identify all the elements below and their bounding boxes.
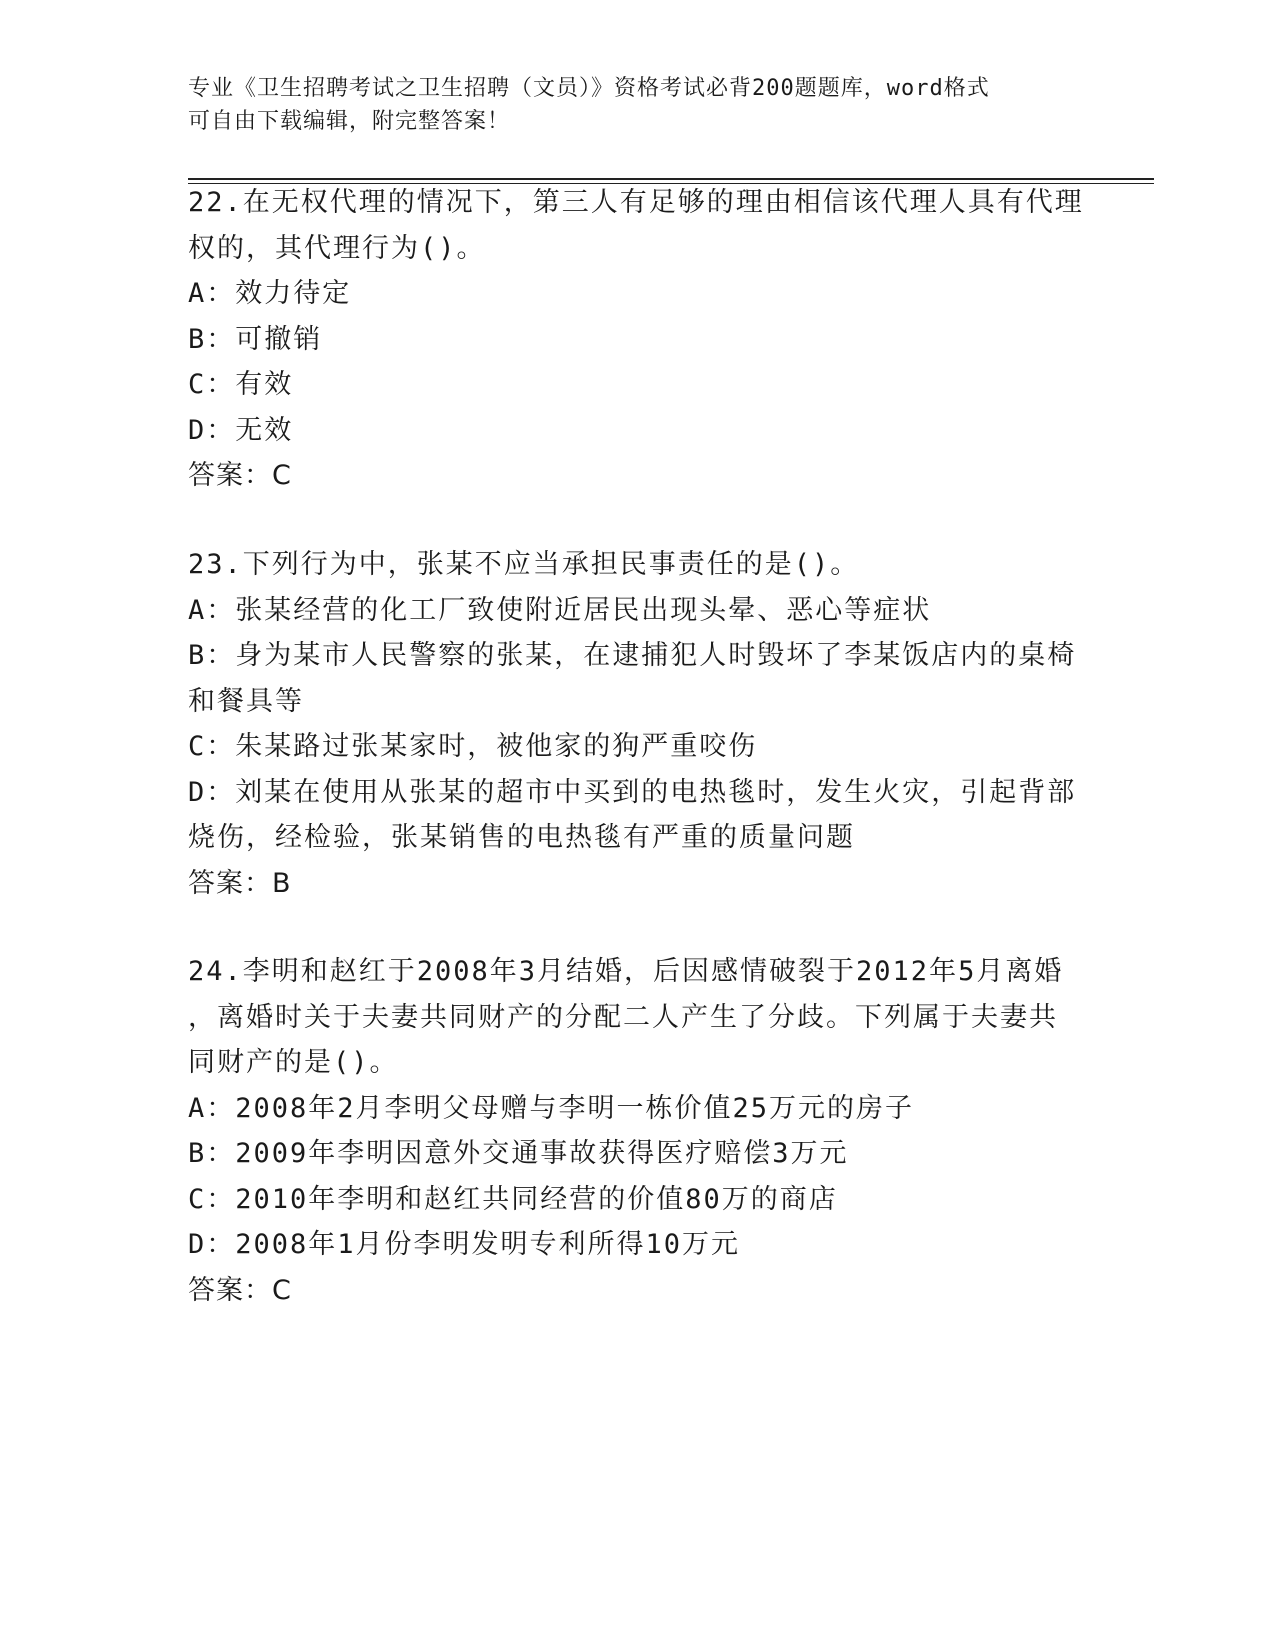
option-a: A：2008年2月李明父母赠与李明一栋价值25万元的房子 [188, 1092, 915, 1124]
question-23 [188, 542, 1088, 906]
option-d: D：刘某在使用从张某的超市中买到的电热毯时，发生火灾，引起背部 [188, 776, 1077, 808]
option-b: B：2009年李明因意外交通事故获得医疗赔偿3万元 [188, 1138, 849, 1169]
option-b: B：可撤销 [188, 323, 323, 355]
question-stem-line: 同财产的是()。 [188, 1047, 399, 1078]
document-header [188, 72, 1088, 138]
option-c: C：朱某路过张某家时，被他家的狗严重咬伤 [188, 731, 758, 762]
option-b: B：身为某市人民警察的张某，在逮捕犯人时毁坏了李某饭店内的桌椅 [188, 640, 1077, 671]
option-c: C：2010年李明和赵红共同经营的价值80万的商店 [188, 1183, 838, 1215]
question-stem-line: ，离婚时关于夫妻共同财产的分配二人产生了分歧。下列属于夫妻共 [188, 1001, 1058, 1033]
answer: 答案：C [188, 460, 292, 491]
option-a: A：效力待定 [188, 278, 352, 309]
answer: 答案：C [188, 1274, 292, 1306]
header-line-2: 可自由下载编辑，附完整答案！ [188, 109, 511, 134]
option-d: D：无效 [188, 414, 294, 446]
option-a: A：张某经营的化工厂致使附近居民出现头晕、恶心等症状 [188, 594, 932, 626]
option-d: D：2008年1月份李明发明专利所得10万元 [188, 1229, 741, 1260]
question-22 [188, 180, 1088, 499]
question-stem-line: 24.李明和赵红于2008年3月结婚，后因感情破裂于2012年5月离婚 [188, 956, 1064, 987]
answer: 答案：B [188, 867, 292, 899]
option-c: C：有效 [188, 369, 294, 400]
question-stem-line: 22.在无权代理的情况下，第三人有足够的理由相信该代理人具有代理 [188, 187, 1084, 218]
question-stem-line: 23.下列行为中，张某不应当承担民事责任的是()。 [188, 549, 860, 580]
question-24 [188, 949, 1088, 1313]
option-d-continued: 烧伤，经检验，张某销售的电热毯有严重的质量问题 [188, 822, 855, 853]
option-b-continued: 和餐具等 [188, 685, 304, 717]
question-stem-line: 权的，其代理行为()。 [188, 232, 486, 264]
header-line-1: 专业《卫生招聘考试之卫生招聘（文员）》资格考试必背200题题库，word格式 [188, 76, 990, 101]
